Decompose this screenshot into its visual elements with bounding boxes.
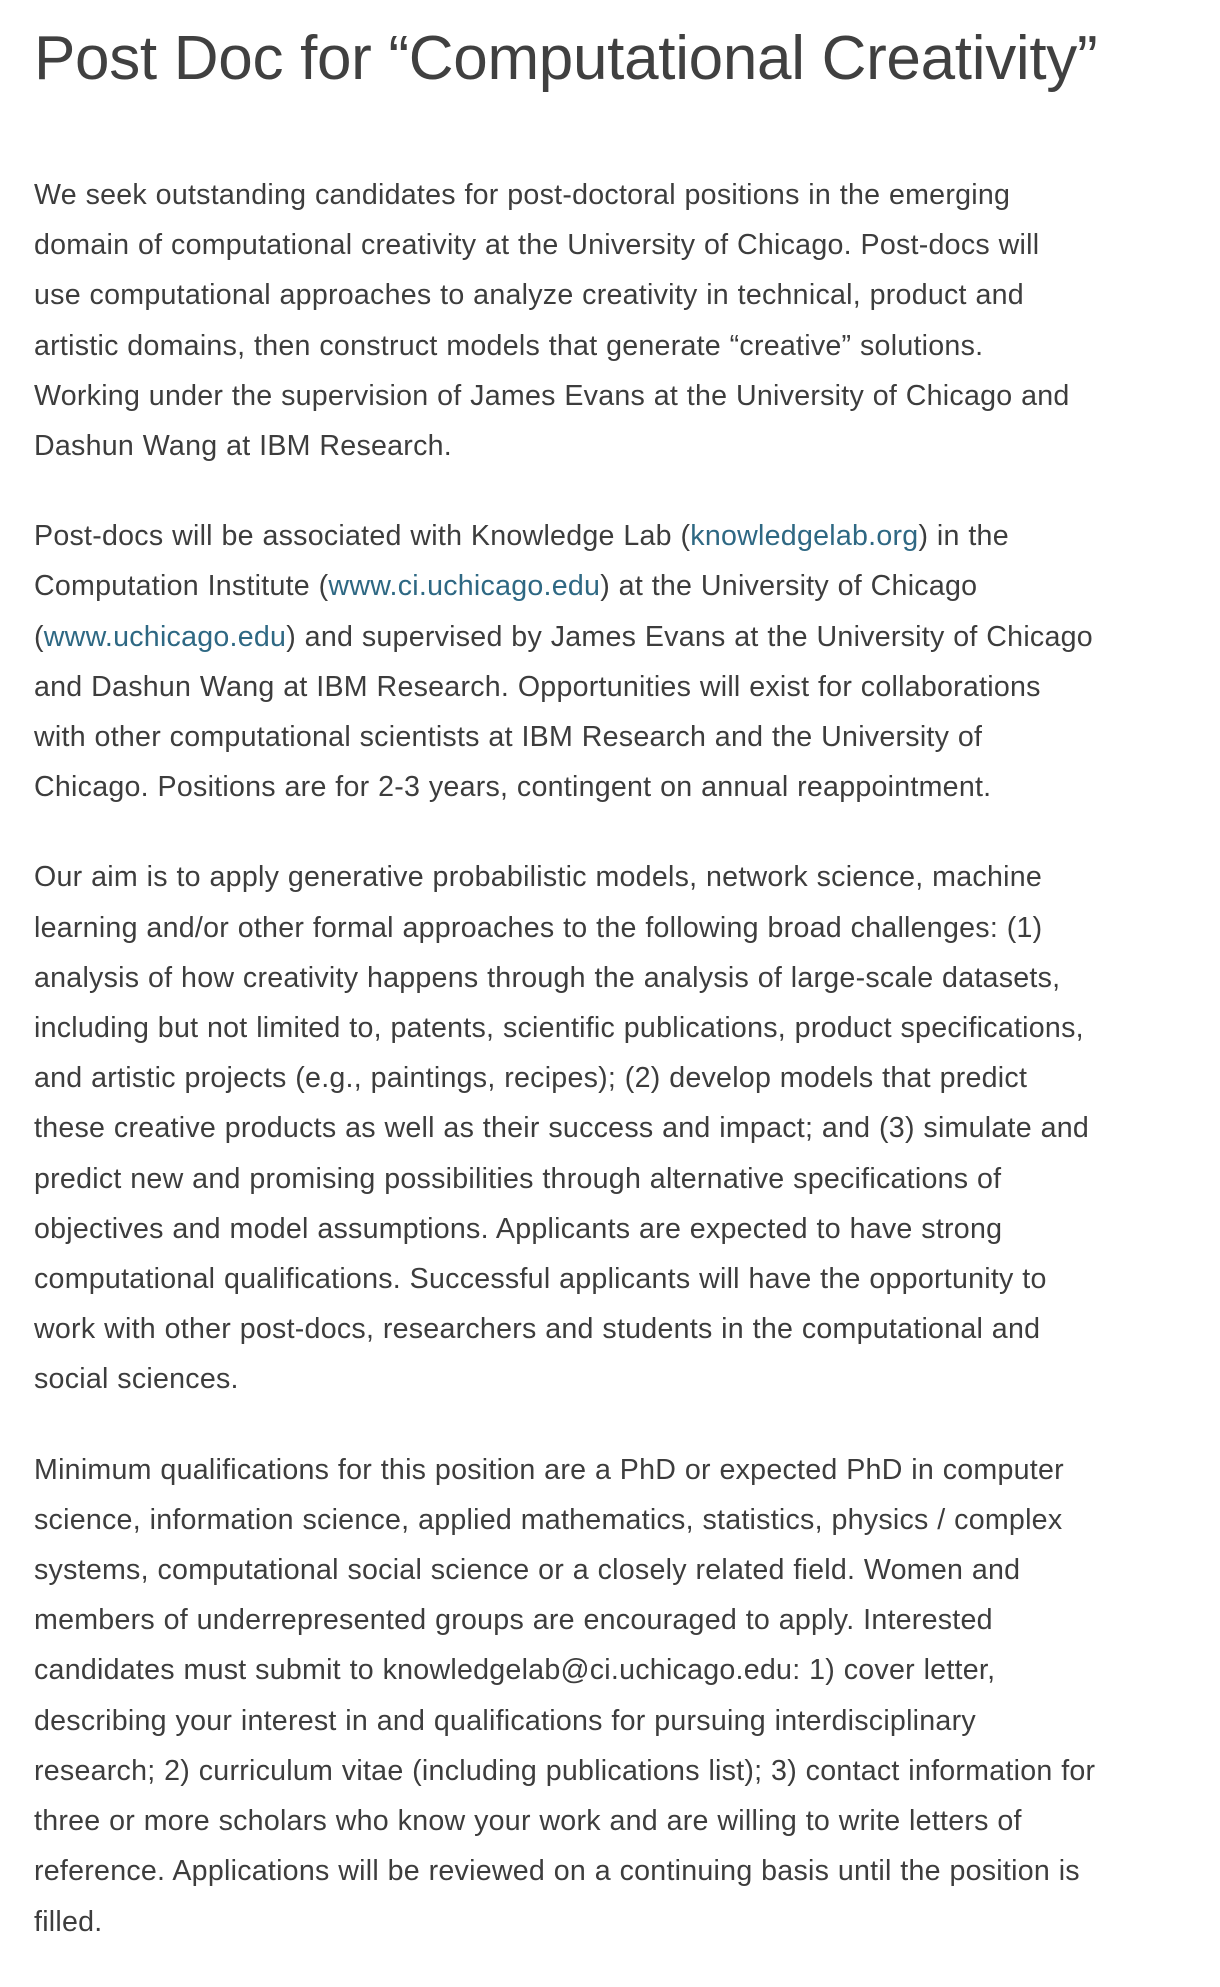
text-line: Minimum qualifications for this position are a PhD or expected PhD in computer bbox=[34, 1453, 1064, 1486]
text-line: with other computational scientists at IBM Research and the University of bbox=[34, 721, 983, 754]
text-line bbox=[34, 511, 1194, 561]
text-line bbox=[34, 612, 1194, 662]
text-line: domain of computational creativity at the University of Chicago. Post-docs will bbox=[34, 229, 1040, 262]
text-line: and artistic projects (e.g., paintings, recipes); (2) develop models that predict bbox=[34, 1062, 1028, 1095]
text-segment: ) at the University of Chicago bbox=[600, 570, 978, 603]
text-line: science, information science, applied mathematics, statistics, physics / complex bbox=[34, 1503, 1063, 1536]
text-line: three or more scholars who know your work and are willing to write letters of bbox=[34, 1805, 1022, 1838]
text-line: these creative products as well as their success and impact; and (3) simulate and bbox=[34, 1112, 1090, 1145]
text-line: Dashun Wang at IBM Research. bbox=[34, 430, 452, 463]
text-line: computational qualifications. Successful applicants will have the opportunity to bbox=[34, 1263, 1047, 1296]
text-line: systems, computational social science or a closely related field. Women and bbox=[34, 1554, 1021, 1587]
paragraph-intro bbox=[34, 170, 1194, 471]
paragraph-aims bbox=[34, 852, 1194, 1404]
text-line: artistic domains, then construct models that generate “creative” solutions. bbox=[34, 329, 984, 362]
text-line: candidates must submit to knowledgelab@ci.uchicago.edu: 1) cover letter, bbox=[34, 1654, 996, 1687]
text-line: describing your interest in and qualifications for pursuing interdisciplinary bbox=[34, 1704, 976, 1737]
uchicago-link[interactable]: www.uchicago.edu bbox=[43, 620, 287, 653]
text-line: and Dashun Wang at IBM Research. Opportunities will exist for collaborations bbox=[34, 670, 1041, 703]
text-line: learning and/or other formal approaches to the following broad challenges: (1) bbox=[34, 911, 1043, 944]
article-body bbox=[34, 170, 1194, 1987]
text-segment: ) in the bbox=[918, 520, 1009, 553]
text-line: work with other post-docs, researchers and students in the computational and bbox=[34, 1313, 1041, 1346]
text-segment: Computation Institute ( bbox=[34, 570, 329, 603]
text-line: Chicago. Positions are for 2-3 years, contingent on annual reappointment. bbox=[34, 771, 992, 804]
text-line: research; 2) curriculum vitae (including publications list); 3) contact information for bbox=[34, 1754, 1096, 1787]
text-segment: ) and supervised by James Evans at the University of Chicago bbox=[286, 620, 1093, 653]
paragraph-affiliation bbox=[34, 511, 1194, 812]
text-line: including but not limited to, patents, scientific publications, product specifications, bbox=[34, 1012, 1084, 1045]
text-line: filled. bbox=[34, 1905, 103, 1938]
text-line: use computational approaches to analyze creativity in technical, product and bbox=[34, 279, 1024, 312]
text-line: members of underrepresented groups are encouraged to apply. Interested bbox=[34, 1604, 993, 1637]
text-line: analysis of how creativity happens through the analysis of large-scale datasets, bbox=[34, 961, 1061, 994]
text-line: social sciences. bbox=[34, 1363, 239, 1396]
text-line bbox=[34, 561, 1194, 611]
text-line: Our aim is to apply generative probabilistic models, network science, machine bbox=[34, 861, 1043, 894]
page-title: Post Doc for “Computational Creativity” bbox=[34, 24, 1098, 93]
text-line: reference. Applications will be reviewed on a continuing basis until the position is bbox=[34, 1855, 1080, 1888]
text-segment: ( bbox=[34, 620, 44, 653]
knowledgelab-link[interactable]: knowledgelab.org bbox=[690, 520, 919, 553]
text-line: We seek outstanding candidates for post-doctoral positions in the emerging bbox=[34, 179, 1011, 211]
text-line: Working under the supervision of James Evans at the University of Chicago and bbox=[34, 379, 1070, 412]
ci-uchicago-link[interactable]: www.ci.uchicago.edu bbox=[328, 570, 601, 603]
text-segment: Post-docs will be associated with Knowledge Lab ( bbox=[34, 520, 691, 553]
text-line: predict new and promising possibilities through alternative specifications of bbox=[34, 1162, 1002, 1195]
text-line: objectives and model assumptions. Applicants are expected to have strong bbox=[34, 1212, 1003, 1245]
paragraph-qualifications bbox=[34, 1445, 1194, 1947]
